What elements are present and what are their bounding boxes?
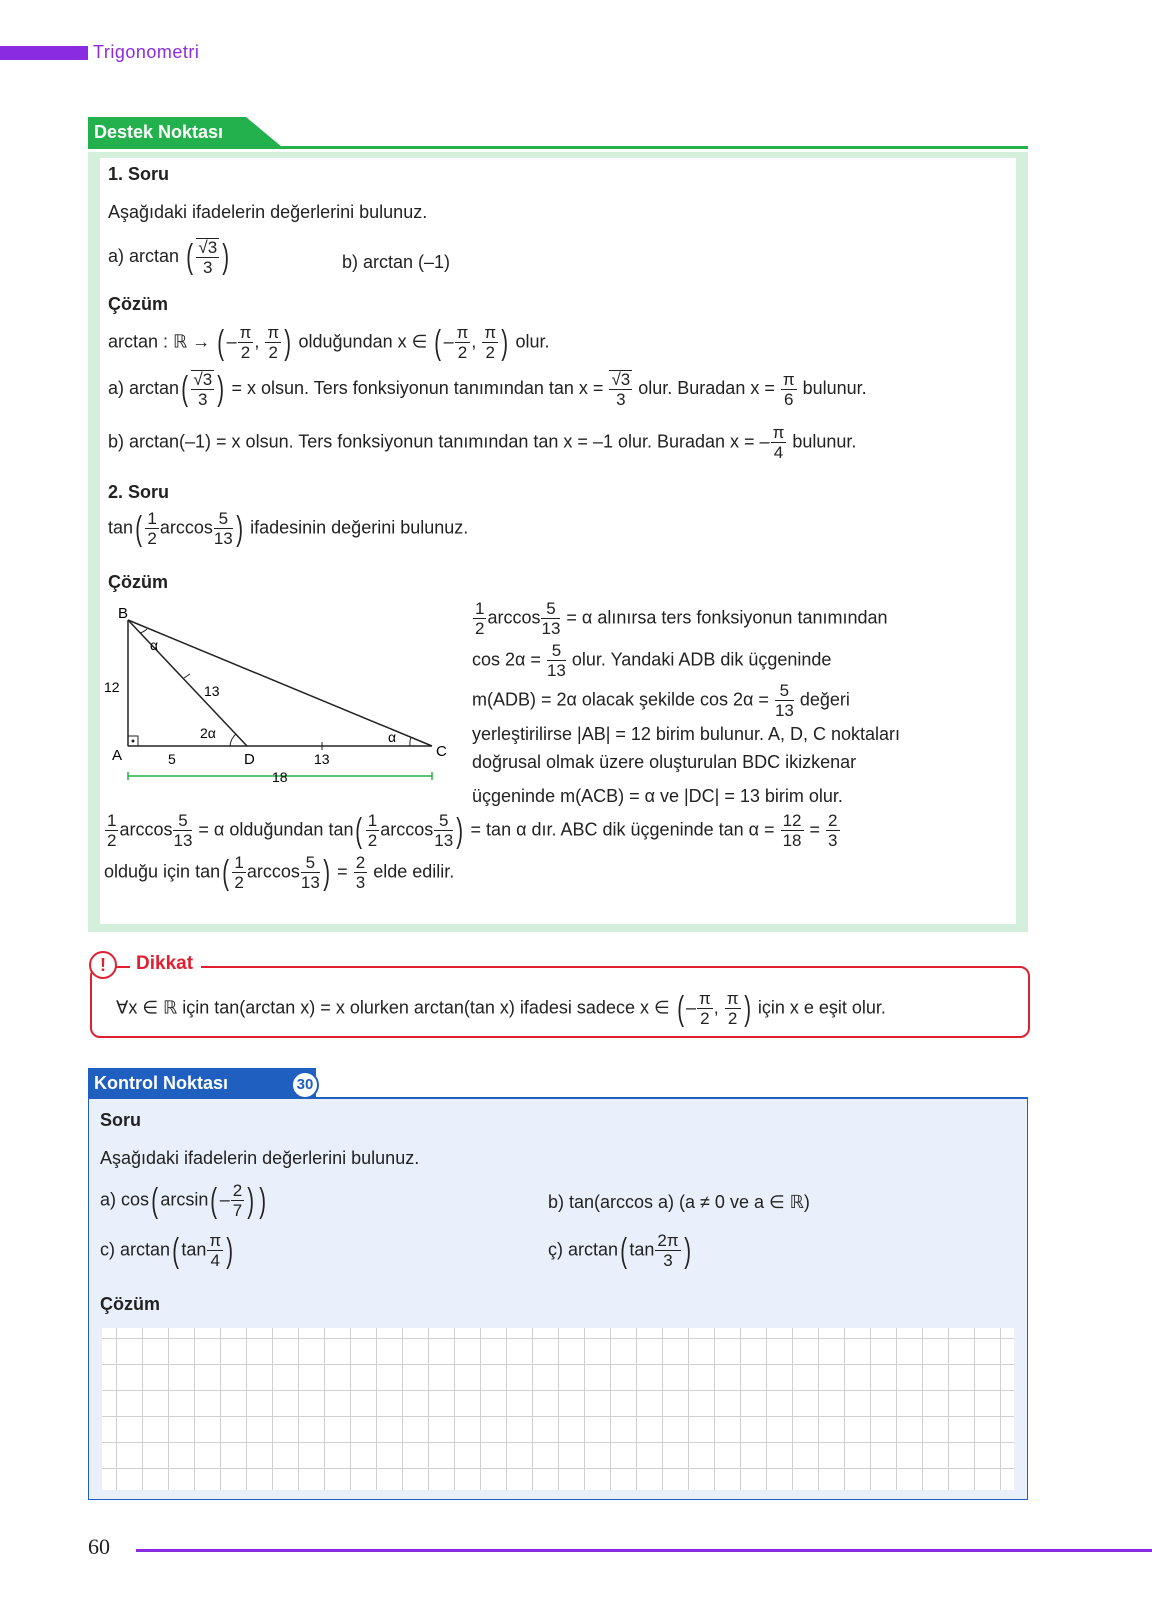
q1-b: b) arctan (–1) <box>342 252 451 272</box>
right-angle-dot <box>132 740 135 743</box>
q1-prompt: Aşağıdaki ifadelerin değerlerini bulunuz. <box>108 202 428 222</box>
angle-c-arc <box>410 737 411 746</box>
topic-title: Trigonometri <box>93 42 200 62</box>
dikkat-title: Dikkat <box>130 953 201 975</box>
q2-line6: üçgeninde m(ACB) = α ve |DC| = 13 birim olur. <box>472 786 843 806</box>
kontrol-number-badge: 30 <box>291 1071 319 1099</box>
label-alpha-b: α <box>150 637 159 653</box>
q2-line8: olduğu için tan( $\frac{1}{2}$ arccos $\frac{5}{13}$ ) = $\frac{2}{3}$ elde edilir. <box>104 853 455 892</box>
header-accent-bar <box>0 46 88 60</box>
q2-prompt: tan( $\frac{1}{2}$ arccos $\frac{5}{13}$ ) ifadesinin değerini bulunuz. <box>108 509 469 548</box>
q2-line4: yerleştirilirse |AB| = 12 birim bulunur. A, D, C noktaları <box>472 724 901 744</box>
q1-title: 1. Soru <box>108 164 170 184</box>
angle-b-arc <box>140 629 147 633</box>
q2-line2: cos 2α = $\frac{5}{13}$ olur. Yandaki ADB dik üçgeninde <box>472 641 832 680</box>
label-13-bd: 13 <box>204 683 220 699</box>
label-13-dc: 13 <box>314 751 330 767</box>
kontrol-soru-title: Soru <box>100 1110 142 1130</box>
side-bc <box>128 620 432 746</box>
side-bd <box>128 620 247 746</box>
q2-line5: doğrusal olmak üzere oluşturulan BDC ikizkenar <box>472 752 857 772</box>
label-12: 12 <box>104 679 120 695</box>
q1-a-solution: a) arctan( $\frac{√3}{3}$ ) = x olsun. Ters fonksiyonun tanımından tan x = $\frac{√3}{3}$ olur. Buradan x = $\frac{\pi}{6}$ bulunur. <box>108 369 867 409</box>
kontrol-a: a) cos( arcsin( – $\frac{2}{7}$ ) ) <box>100 1181 266 1220</box>
destek-title: Destek Noktası <box>94 122 224 142</box>
kontrol-prompt: Aşağıdaki ifadelerin değerlerini bulunuz. <box>100 1148 420 1168</box>
page-number: 60 <box>88 1534 110 1559</box>
label-alpha-c: α <box>388 729 397 745</box>
destek-content <box>100 158 1016 924</box>
kontrol-title: Kontrol Noktası <box>94 1073 229 1093</box>
kontrol-solution-title: Çözüm <box>100 1294 160 1314</box>
destek-divider <box>88 146 1028 149</box>
q1-b-solution: b) arctan(–1) = x olsun. Ters fonksiyonun tanımından tan x = –1 olur. Buradan x = – $\frac{\pi}{4}$ bulunur. <box>108 423 857 462</box>
angle-d-arc <box>230 734 236 746</box>
q2-title: 2. Soru <box>108 482 170 502</box>
label-a: A <box>112 747 123 764</box>
q2-line7: $\frac{1}{2}$ arccos $\frac{5}{13}$ = α olduğundan tan( $\frac{1}{2}$ arccos $\frac{5}{13}$ ) = tan α dır. ABC dik üçgeninde tan α = $\frac{12}{18}$ = $\frac{2}{3}$ <box>107 811 838 850</box>
tick-bd <box>184 674 190 678</box>
warning-icon: ! <box>89 951 117 979</box>
label-5: 5 <box>168 751 176 767</box>
label-18: 18 <box>272 769 288 785</box>
q1-domain-line: arctan : ℝ → ( – $\frac{\pi}{2}$ , $\frac{\pi}{2}$ ) olduğundan x ∈ ( – $\frac{\pi}{2}$ , $\frac{\pi}{2}$ ) olur. <box>108 323 550 362</box>
kontrol-cc: ç) arctan( tan $\frac{2\pi}{3}$ ) <box>548 1231 691 1270</box>
kontrol-c: c) arctan( tan $\frac{\pi}{4}$ ) <box>100 1231 234 1270</box>
label-two-alpha: 2α <box>200 725 216 741</box>
q2-solution-title: Çözüm <box>108 572 168 592</box>
solution-grid[interactable] <box>102 1328 1014 1490</box>
q1-solution-title: Çözüm <box>108 294 168 314</box>
dikkat-text: ∀x ∈ ℝ için tan(arctan x) = x olurken arctan(tan x) ifadesi sadece x ∈ ( – $\frac{\pi}{2}$ , $\frac{\pi}{2}$ ) için x e eşit olur. <box>116 989 886 1028</box>
q2-line1: $\frac{1}{2}$ arccos $\frac{5}{13}$ = α alınırsa ters fonksiyonun tanımından <box>475 599 888 638</box>
label-b: B <box>118 606 129 622</box>
triangle-figure <box>104 606 454 796</box>
footer-accent-line <box>136 1549 1152 1552</box>
label-d: D <box>244 751 255 768</box>
kontrol-b: b) tan(arccos a) (a ≠ 0 ve a ∈ ℝ) <box>548 1192 810 1212</box>
q2-line3: m(ADB) = 2α olacak şekilde cos 2α = $\frac{5}{13}$ değeri <box>472 681 850 720</box>
label-c: C <box>436 743 447 760</box>
q1-a: a) arctan ( $\frac{√3}{3}$ ) <box>108 238 230 277</box>
